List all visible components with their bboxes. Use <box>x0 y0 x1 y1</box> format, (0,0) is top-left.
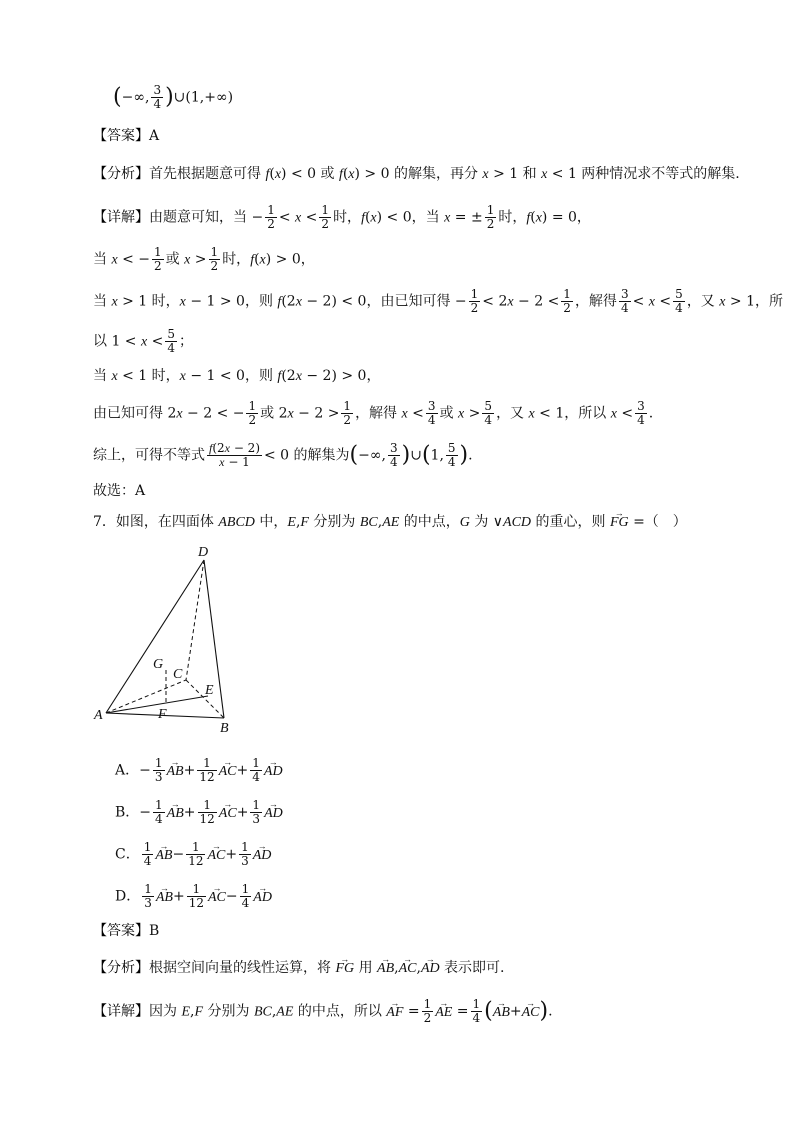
option-letter: D． <box>115 888 141 905</box>
interval-result: (−∞, $\frac{3}{4}$ )∪(1,+∞) <box>113 83 234 111</box>
option-a[interactable]: A．− $\frac{1}{3}$ → AB+ $\frac{1}{12}$ → AC+ $\frac{1}{4}$ → AD <box>115 757 283 784</box>
analysis-tag: 【分析】 <box>93 960 149 976</box>
q7-analysis-line: 【分析】根据空间向量的线性运算，将 → FG 用 → AB,→ AC,→ AD 表示即可. <box>93 958 505 979</box>
q6-detail-line-4: 以 1 < x < $\frac{5}{4}$ ； <box>93 327 194 355</box>
option-b[interactable]: B．− $\frac{1}{4}$ → AB+ $\frac{1}{12}$ → AC+ $\frac{1}{3}$ → AD <box>115 799 283 826</box>
edge-AD <box>106 560 204 713</box>
label-D: D <box>198 545 209 560</box>
label-B: B <box>220 721 229 735</box>
edge-AE <box>106 696 208 713</box>
label-G: G <box>153 657 164 672</box>
detail-tag: 【详解】 <box>93 209 149 226</box>
q6-detail-line-6: 由已知可得 2x − 2 < − $\frac{1}{2}$ 或 2x − 2 > $\frac{1}{2}$ ，解得 x < $\frac{3}{4}$ 或 x > $\frac{5}{4}$ ，又 x < 1，所以 x < $\frac{3}{4}$ . <box>93 399 654 427</box>
answer-value: A <box>149 128 160 144</box>
option-letter: A． <box>115 762 140 779</box>
answer-value: B <box>149 923 160 939</box>
label-C: C <box>173 667 183 682</box>
option-d[interactable]: D． $\frac{1}{3}$ → AB+ $\frac{1}{12}$ → AC− $\frac{1}{4}$ → AD <box>115 883 272 910</box>
q6-detail-line-2: 当 x < − $\frac{1}{2}$ 或 x > $\frac{1}{2}$ 时，f(x) > 0， <box>93 245 315 273</box>
q6-detail-line-3: 当 x > 1 时，x − 1 > 0，则 f(2x − 2) < 0，由已知可得 − $\frac{1}{2}$ < 2x − 2 < $\frac{1}{2}$ ，解得 $\frac{3}{4}$ < x < $\frac{5}{4}$ ，又 x > 1，所 <box>93 287 784 315</box>
option-letter: C． <box>115 846 140 863</box>
edge-DC <box>186 560 204 680</box>
detail-tag: 【详解】 <box>93 1003 149 1020</box>
q6-analysis-line: 【分析】首先根据题意可得 f(x) < 0 或 f(x) > 0 的解集，再分 x > 1 和 x < 1 两种情况求不等式的解集. <box>93 166 740 182</box>
q7-detail-line: 【详解】因为 E,F 分别为 BC,AE 的中点，所以 → AF = $\frac{1}{2}$ → AE = $\frac{1}{4}$ (→ AB+→ AC). <box>93 998 553 1025</box>
edge-AC <box>106 680 186 713</box>
answer-tag: 【答案】 <box>93 128 149 144</box>
q6-answer-line <box>93 126 159 146</box>
label-E: E <box>205 683 214 698</box>
label-A: A <box>94 708 103 723</box>
q6-detail-line-8: 故选：A <box>93 483 146 499</box>
analysis-tag: 【分析】 <box>93 166 149 182</box>
option-letter: B． <box>115 804 140 821</box>
option-c[interactable]: C． $\frac{1}{4}$ → AB− $\frac{1}{12}$ → AC+ $\frac{1}{3}$ → AD <box>115 841 271 868</box>
label-F: F <box>158 707 167 722</box>
q7-stem: 7．如图，在四面体 ABCD 中，E,F 分别为 BC,AE 的中点，G 为 ∨ACD 的重心，则 → FG =（ ） <box>93 512 687 533</box>
tetrahedron-figure <box>90 540 250 735</box>
q6-detail-line-7: 综上，可得不等式 $\frac{f(2x - 2)}{x - 1}$ < 0 的解集为(−∞, $\frac{3}{4}$ )∪(1, $\frac{5}{4}$ ). <box>93 441 473 469</box>
q6-detail-line-5: 当 x < 1 时，x − 1 < 0，则 f(2x − 2) > 0， <box>93 368 381 384</box>
answer-tag: 【答案】 <box>93 923 149 939</box>
q6-detail-line-1: 【详解】由题意可知，当 − $\frac{1}{2}$ < x < $\frac{1}{2}$ 时，f(x) < 0，当 x = ± $\frac{1}{2}$ 时，f(x) = 0， <box>93 203 591 231</box>
q7-answer-line <box>93 921 159 941</box>
